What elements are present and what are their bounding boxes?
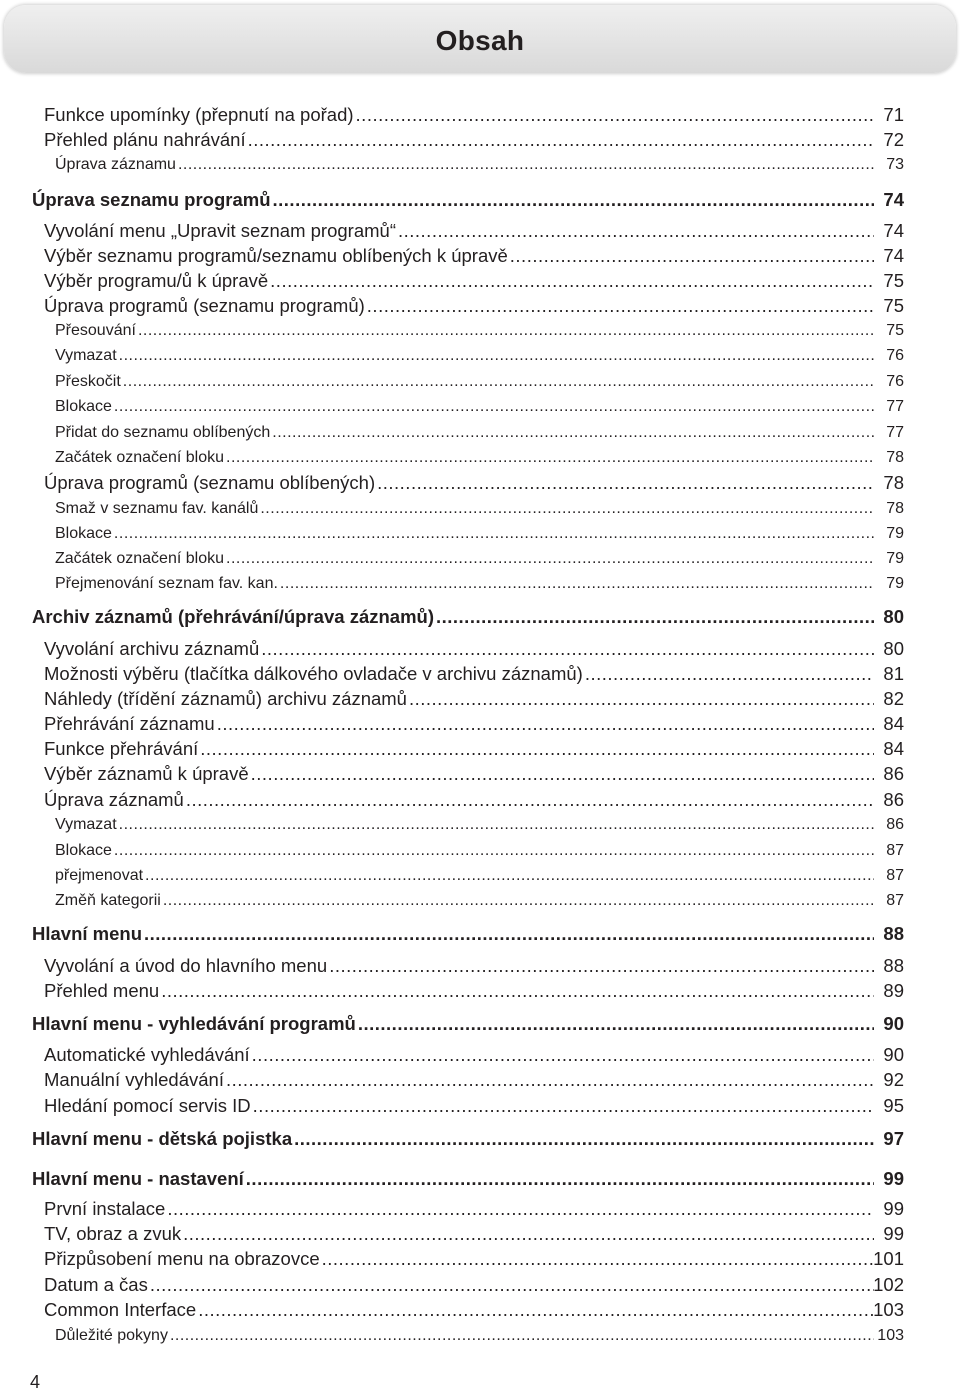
toc-entry-page: 88	[883, 923, 904, 944]
dot-leader	[123, 374, 874, 390]
toc-entry-label: Hlavní menu - nastavení	[32, 1168, 244, 1189]
dot-leader	[367, 297, 874, 316]
toc-entry-page: 71	[883, 104, 904, 125]
toc-entry[interactable]	[44, 1250, 876, 1269]
dot-leader	[398, 222, 874, 241]
toc-entry-label: Výběr seznamu programů/seznamu oblíbených k úpravě	[44, 245, 508, 266]
toc-entry[interactable]	[44, 740, 876, 759]
toc-entry-page: 79	[886, 575, 904, 592]
dot-leader	[248, 131, 874, 150]
toc-entry[interactable]	[32, 608, 876, 627]
toc-entry-page: 74	[883, 245, 904, 266]
toc-entry-page: 75	[883, 295, 904, 316]
toc-entry[interactable]	[55, 157, 876, 173]
toc-entry[interactable]	[44, 272, 876, 291]
dot-leader	[436, 608, 874, 627]
toc-entry-label: Vyvolání archivu záznamů	[44, 638, 260, 659]
toc-entry-page: 72	[883, 129, 904, 150]
toc-entry-label: Vymazat	[55, 347, 117, 364]
toc-entry-label: Smaž v seznamu fav. kanálů	[55, 500, 259, 517]
toc-entry[interactable]	[55, 1328, 876, 1344]
dot-leader	[226, 551, 874, 567]
toc-entry-page: 79	[886, 550, 904, 567]
dot-leader	[163, 893, 874, 909]
dot-leader	[119, 817, 874, 833]
toc-entry-page: 80	[883, 638, 904, 659]
dot-leader	[167, 1200, 874, 1219]
dot-leader	[183, 1225, 874, 1244]
toc-entry-label: Funkce upomínky (přepnutí na pořad)	[44, 104, 354, 125]
toc-entry-label: Možnosti výběru (tlačítka dálkového ovladače v archivu záznamů)	[44, 663, 583, 684]
toc-entry[interactable]	[44, 690, 876, 709]
dot-leader	[150, 1276, 874, 1295]
dot-leader	[272, 425, 874, 441]
toc-entry-label: přejmenovat	[55, 867, 144, 884]
toc-entry-label: Datum a čas	[44, 1274, 148, 1295]
toc-entry-label: Hlavní menu - vyhledávání programů	[32, 1013, 356, 1034]
dot-leader	[200, 740, 874, 759]
toc-entry-label: Úprava programů (seznamu programů)	[44, 295, 365, 316]
toc-entry-label: Úprava záznamů	[44, 789, 184, 810]
dot-leader	[178, 157, 874, 173]
toc-entry-label: Manuální vyhledávání	[44, 1069, 224, 1090]
toc-entry-page: 77	[886, 398, 904, 415]
page-number: 4	[30, 1372, 41, 1392]
toc-entry-label: TV, obraz a zvuk	[44, 1223, 182, 1244]
toc-entry-label: Úprava programů (seznamu oblíbených)	[44, 472, 376, 493]
toc-entry-label: Hlavní menu - dětská pojistka	[32, 1128, 293, 1149]
dot-leader	[252, 1046, 874, 1065]
dot-leader	[273, 191, 874, 210]
toc-entry-page: 78	[886, 449, 904, 466]
toc-entry-page: 87	[886, 867, 904, 884]
toc-entry[interactable]	[55, 868, 876, 884]
dot-leader	[510, 247, 874, 266]
dot-leader	[358, 1015, 874, 1034]
dot-leader	[377, 474, 874, 493]
toc-entry-page: 77	[886, 424, 904, 441]
toc-entry-label: Přehled menu	[44, 980, 160, 1001]
toc-entry-page: 86	[883, 763, 904, 784]
dot-leader	[270, 272, 874, 291]
toc-entry-label: Důležité pokyny	[55, 1327, 168, 1344]
toc-entry-label: Výběr programu/ů k úpravě	[44, 270, 269, 291]
toc-entry-page: 86	[883, 789, 904, 810]
toc-entry[interactable]	[55, 526, 876, 542]
toc-entry-page: 76	[886, 347, 904, 364]
toc-entry[interactable]	[44, 765, 876, 784]
toc-entry-label: Přizpůsobení menu na obrazovce	[44, 1248, 320, 1269]
toc-entry-page: 79	[886, 525, 904, 542]
toc-entry-page: 80	[883, 606, 904, 627]
toc-entry[interactable]	[44, 1097, 876, 1116]
dot-leader	[280, 576, 874, 592]
toc-entry[interactable]	[55, 323, 876, 339]
dot-leader	[226, 1071, 874, 1090]
dot-leader	[198, 1301, 874, 1320]
dot-leader	[145, 868, 874, 884]
toc-entry[interactable]	[32, 1130, 876, 1149]
toc-entry[interactable]	[44, 1276, 876, 1295]
toc-entry-page: 90	[883, 1013, 904, 1034]
toc-entry[interactable]	[55, 399, 876, 415]
toc-entry-page: 73	[886, 156, 904, 173]
toc-entry-label: První instalace	[44, 1198, 166, 1219]
dot-leader	[161, 982, 874, 1001]
toc-entry-page: 95	[883, 1095, 904, 1116]
toc-entry-page: 78	[883, 472, 904, 493]
toc-entry-label: Přejmenování seznam fav. kan.	[55, 575, 278, 592]
toc-entry-page: 78	[886, 500, 904, 517]
toc-entry-label: Náhledy (třídění záznamů) archivu záznamů	[44, 688, 407, 709]
toc-entry-page: 103	[877, 1327, 904, 1344]
toc-entry[interactable]	[55, 425, 876, 441]
toc-entry-label: Archiv záznamů (přehrávání/úprava záznamů)	[32, 606, 434, 627]
toc-entry-label: Hledání pomocí servis ID	[44, 1095, 251, 1116]
toc-entry[interactable]	[44, 957, 876, 976]
toc-entry-page: 81	[883, 663, 904, 684]
toc-entry[interactable]	[44, 1046, 876, 1065]
toc-entry-page: 101	[873, 1248, 904, 1269]
dot-leader	[217, 715, 874, 734]
toc-entry-label: Blokace	[55, 525, 112, 542]
toc-entry[interactable]	[55, 843, 876, 859]
dot-leader	[114, 843, 874, 859]
toc-entry[interactable]	[44, 1200, 876, 1219]
toc-entry[interactable]	[44, 1301, 876, 1320]
toc-entry[interactable]	[32, 1170, 876, 1189]
toc-entry-label: Automatické vyhledávání	[44, 1044, 250, 1065]
dot-leader	[114, 526, 874, 542]
toc-entry[interactable]	[44, 1225, 876, 1244]
toc-entry[interactable]	[44, 665, 876, 684]
dot-leader	[119, 348, 874, 364]
toc-entry-page: 99	[883, 1223, 904, 1244]
toc-entry-page: 99	[883, 1198, 904, 1219]
toc-entry-label: Přidat do seznamu oblíbených	[55, 424, 271, 441]
toc-entry[interactable]	[55, 450, 876, 466]
toc-entry-page: 99	[883, 1168, 904, 1189]
toc-entry[interactable]	[32, 925, 876, 944]
toc-entry-label: Vyvolání menu „Upravit seznam programů“	[44, 220, 396, 241]
dot-leader	[329, 957, 874, 976]
toc-entry-label: Přesouvání	[55, 322, 136, 339]
toc-entry-label: Přeskočit	[55, 373, 121, 390]
toc-entry-page: 74	[883, 189, 904, 210]
dot-leader	[144, 925, 874, 944]
toc-entry-label: Blokace	[55, 398, 112, 415]
toc-entry-page: 75	[886, 322, 904, 339]
toc-entry[interactable]	[44, 982, 876, 1001]
dot-leader	[253, 1097, 874, 1116]
toc-entry-page: 76	[886, 373, 904, 390]
dot-leader	[251, 765, 874, 784]
dot-leader	[138, 323, 874, 339]
toc-entry-page: 90	[883, 1044, 904, 1065]
toc-entry[interactable]	[44, 222, 876, 241]
toc-entry-label: Výběr záznamů k úpravě	[44, 763, 249, 784]
toc-entry-page: 87	[886, 892, 904, 909]
toc-entry-page: 88	[883, 955, 904, 976]
toc-entry[interactable]	[44, 297, 876, 316]
toc-entry-label: Začátek označení bloku	[55, 550, 224, 567]
toc-entry[interactable]	[44, 474, 876, 493]
toc-entry[interactable]	[44, 640, 876, 659]
dot-leader	[261, 640, 874, 659]
toc-entry-label: Common Interface	[44, 1299, 197, 1320]
toc-entry[interactable]	[55, 374, 876, 390]
toc-entry[interactable]	[55, 348, 876, 364]
toc-entry-page: 84	[883, 713, 904, 734]
toc-entry[interactable]	[32, 191, 876, 210]
toc-entry[interactable]	[44, 247, 876, 266]
toc-entry[interactable]	[55, 576, 876, 592]
toc-entry[interactable]	[44, 715, 876, 734]
toc-entry-page: 103	[873, 1299, 904, 1320]
dot-leader	[294, 1130, 874, 1149]
toc-entry-page: 82	[883, 688, 904, 709]
toc-entry-page: 89	[883, 980, 904, 1001]
toc-entry-label: Úprava záznamu	[55, 156, 176, 173]
toc-entry-page: 102	[873, 1274, 904, 1295]
toc-entry-page: 87	[886, 842, 904, 859]
toc-entry[interactable]	[55, 893, 876, 909]
toc-entry[interactable]	[44, 131, 876, 150]
dot-leader	[356, 106, 874, 125]
dot-leader	[226, 450, 874, 466]
toc-entry-label: Začátek označení bloku	[55, 449, 224, 466]
toc-entry-label: Funkce přehrávání	[44, 738, 199, 759]
dot-leader	[585, 665, 874, 684]
toc-entry-label: Vyvolání a úvod do hlavního menu	[44, 955, 328, 976]
toc-entry-label: Změň kategorii	[55, 892, 161, 909]
dot-leader	[246, 1170, 874, 1189]
toc-entry[interactable]	[44, 791, 876, 810]
toc-entry[interactable]	[44, 1071, 876, 1090]
dot-leader	[322, 1250, 874, 1269]
page-title: Obsah	[435, 25, 525, 56]
toc-entry[interactable]	[55, 817, 876, 833]
dot-leader	[260, 501, 874, 517]
dot-leader	[170, 1328, 874, 1344]
dot-leader	[409, 690, 874, 709]
toc-entry-page: 97	[883, 1128, 904, 1149]
toc-entry-page: 75	[883, 270, 904, 291]
toc-entry-label: Vymazat	[55, 816, 117, 833]
toc-entry-page: 86	[886, 816, 904, 833]
toc-entry-page: 84	[883, 738, 904, 759]
toc-entry-label: Hlavní menu	[32, 923, 142, 944]
dot-leader	[186, 791, 874, 810]
toc-entry-label: Přehled plánu nahrávání	[44, 129, 246, 150]
toc-entry[interactable]	[55, 551, 876, 567]
dot-leader	[114, 399, 874, 415]
toc-entry-label: Úprava seznamu programů	[32, 189, 271, 210]
toc-entry[interactable]	[44, 106, 876, 125]
toc-entry[interactable]	[55, 501, 876, 517]
toc-entry-label: Blokace	[55, 842, 112, 859]
toc-entry[interactable]	[32, 1015, 876, 1034]
toc-entry-page: 74	[883, 220, 904, 241]
toc-entry-label: Přehrávání záznamu	[44, 713, 215, 734]
toc-entry-page: 92	[883, 1069, 904, 1090]
